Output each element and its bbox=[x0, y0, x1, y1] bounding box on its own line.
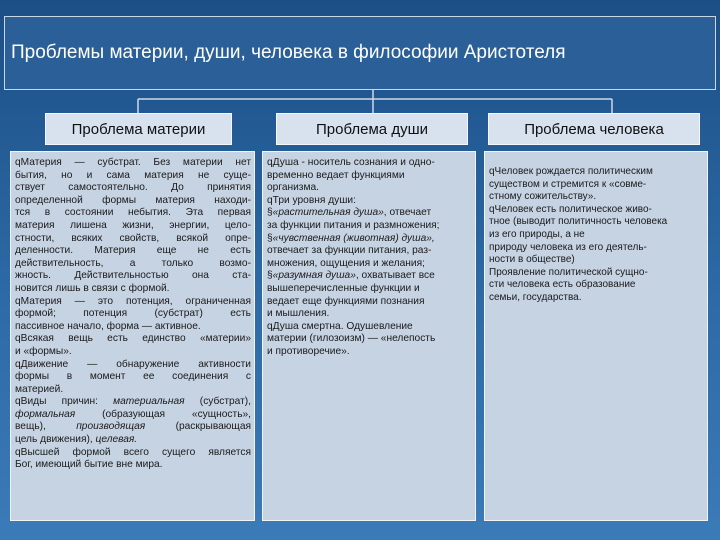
line-text: стному сожительству». bbox=[489, 191, 597, 203]
panel-line bbox=[15, 371, 251, 384]
panel-line bbox=[15, 459, 251, 472]
line-text: материя лишена жизни, энергии, цело- bbox=[15, 219, 251, 231]
panel-line bbox=[267, 220, 472, 233]
line-text: qВиды причин: bbox=[15, 396, 114, 408]
panel-line bbox=[15, 333, 251, 346]
panel-line bbox=[15, 157, 251, 170]
line-text: , отвечает bbox=[383, 207, 432, 219]
line-text: qДуша смертна. Одушевление bbox=[267, 320, 413, 332]
panel-line bbox=[15, 220, 251, 233]
panel-human bbox=[484, 151, 708, 521]
line-text: бытия, но и сама материя не суще- bbox=[15, 169, 251, 181]
line-text: qМатерия — это потенция, ограниченная bbox=[15, 295, 251, 307]
panel-line bbox=[489, 179, 704, 192]
panel-matter bbox=[10, 151, 255, 521]
line-text: временно ведает функциями bbox=[267, 169, 405, 181]
panel-line bbox=[267, 346, 472, 359]
emphasis-text: «разумная душа» bbox=[272, 270, 356, 282]
panel-line bbox=[489, 229, 704, 242]
panel-line bbox=[267, 333, 472, 346]
panel-line bbox=[15, 384, 251, 397]
line-text: qВысшей формой всего сущего является bbox=[15, 446, 251, 458]
line-text: ности в обществе) bbox=[489, 254, 575, 266]
panel-line bbox=[489, 191, 704, 204]
line-text: qДуша - носитель сознания и одно- bbox=[267, 157, 435, 168]
emphasis-text: формальная bbox=[15, 408, 76, 420]
line-text: деленности. Материя еще не есть bbox=[15, 245, 251, 257]
panel-line bbox=[267, 233, 472, 246]
emphasis-text: производящая bbox=[76, 421, 146, 433]
line-text: отвечает за функции питания, раз- bbox=[267, 245, 432, 257]
panel-line bbox=[15, 207, 251, 220]
line-text: и мышления. bbox=[267, 308, 330, 320]
panel-line bbox=[489, 166, 704, 179]
line-text: из его природы, а не bbox=[489, 228, 585, 240]
panel-line bbox=[267, 258, 472, 271]
panel-line bbox=[267, 157, 472, 170]
line-text: qВсякая вещь есть единство «материи» bbox=[15, 333, 251, 345]
line-text: ствует самостоятельно. До принятия bbox=[15, 182, 251, 194]
line-text: определенной формы материя находи- bbox=[15, 194, 251, 206]
line-text: материей. bbox=[15, 383, 64, 395]
panel-line bbox=[267, 182, 472, 195]
line-text: (образующая «сущность», bbox=[75, 408, 251, 420]
panel-line bbox=[15, 447, 251, 460]
header-human: Проблема человека bbox=[488, 113, 700, 145]
line-text: тся в состоянии небытия. Эта первая bbox=[15, 207, 251, 219]
panel-line bbox=[489, 254, 704, 267]
line-text: сти человека есть образование bbox=[489, 279, 636, 291]
panel-line bbox=[489, 292, 704, 305]
panel-line bbox=[267, 245, 472, 258]
panel-line bbox=[489, 216, 704, 229]
panel-line bbox=[15, 321, 251, 334]
panel-line bbox=[15, 170, 251, 183]
emphasis-text: «чувственная (животная) душа», bbox=[272, 232, 435, 244]
panel-line bbox=[267, 296, 472, 309]
line-text: Проявление политической сущно- bbox=[489, 266, 648, 278]
line-text: ведает еще функциями познания bbox=[267, 295, 425, 307]
panel-line bbox=[15, 359, 251, 372]
panel-line bbox=[15, 283, 251, 296]
panel-line bbox=[15, 182, 251, 195]
line-text: семьи, государства. bbox=[489, 291, 582, 303]
line-text: qТри уровня души: bbox=[267, 194, 356, 206]
emphasis-text: «растительная душа» bbox=[272, 207, 384, 219]
header-matter: Проблема материи bbox=[45, 113, 232, 145]
line-text: qМатерия — субстрат. Без материи нет bbox=[15, 157, 251, 168]
line-text: новится лишь в связи с формой. bbox=[15, 282, 170, 294]
panel-line bbox=[15, 434, 251, 447]
panel-line bbox=[267, 283, 472, 296]
panel-line bbox=[489, 204, 704, 217]
line-text: формы в момент ее соединения с bbox=[15, 371, 251, 383]
line-text: за функции питания и размножения; bbox=[267, 219, 440, 231]
panel-line bbox=[15, 396, 251, 409]
line-text: жность. Действительностью она ста- bbox=[15, 270, 251, 282]
line-text: § bbox=[267, 207, 273, 219]
line-text: § bbox=[267, 270, 273, 282]
line-text: цель движения), bbox=[15, 434, 96, 446]
line-text: и «формы». bbox=[15, 345, 72, 357]
line-text: вышеперечисленные функции и bbox=[267, 282, 420, 294]
panel-line bbox=[267, 321, 472, 334]
line-text: материи (гилозоизм) — «нелепость bbox=[267, 333, 436, 345]
line-text: qЧеловек рождается политическим bbox=[489, 166, 653, 177]
line-text: (раскрывающая bbox=[145, 421, 251, 433]
panel-line bbox=[15, 308, 251, 321]
emphasis-text: целевая. bbox=[95, 434, 138, 446]
line-text: вещь), bbox=[15, 421, 77, 433]
line-text: qЧеловек есть политическое живо- bbox=[489, 203, 652, 215]
panel-line bbox=[15, 346, 251, 359]
panel-line bbox=[267, 308, 472, 321]
line-text: qДвижение — обнаружение активности bbox=[15, 358, 251, 370]
line-text: организма. bbox=[267, 182, 319, 194]
line-text: , охватывает все bbox=[355, 270, 435, 282]
panel-line bbox=[267, 207, 472, 220]
panel-line bbox=[267, 270, 472, 283]
emphasis-text: материальная bbox=[113, 396, 185, 408]
line-text: стности, всяких свойств, всякой опре- bbox=[15, 232, 251, 244]
page-title: Проблемы материи, души, человека в философии Аристотеля bbox=[11, 42, 566, 63]
panel-line bbox=[489, 242, 704, 255]
panel-line bbox=[15, 421, 251, 434]
line-text: и противоречие». bbox=[267, 345, 350, 357]
line-text: множения, ощущения и желания; bbox=[267, 257, 425, 269]
line-text: действительность, а только возмо- bbox=[15, 257, 251, 269]
line-text: существом и стремится к «совме- bbox=[489, 178, 647, 190]
line-text: природу человека из его деятель- bbox=[489, 241, 647, 253]
line-text: Бог, имеющий бытие вне мира. bbox=[15, 459, 163, 471]
panel-line bbox=[489, 279, 704, 292]
panel-line bbox=[267, 195, 472, 208]
line-text: тное (выводит политичность человека bbox=[489, 216, 668, 228]
panel-line bbox=[15, 258, 251, 271]
panel-line bbox=[15, 270, 251, 283]
panel-soul bbox=[262, 151, 476, 521]
panel-line bbox=[15, 245, 251, 258]
panel-line bbox=[15, 296, 251, 309]
panel-line bbox=[15, 233, 251, 246]
line-text: пассивное начало, форма — активное. bbox=[15, 320, 201, 332]
line-text: формой; потенция (субстрат) есть bbox=[15, 308, 251, 320]
panel-line bbox=[489, 267, 704, 280]
panel-line bbox=[267, 170, 472, 183]
line-text: (субстрат), bbox=[184, 396, 251, 408]
header-soul: Проблема души bbox=[276, 113, 468, 145]
line-text: § bbox=[267, 232, 273, 244]
panel-line bbox=[15, 195, 251, 208]
panel-line bbox=[15, 409, 251, 422]
